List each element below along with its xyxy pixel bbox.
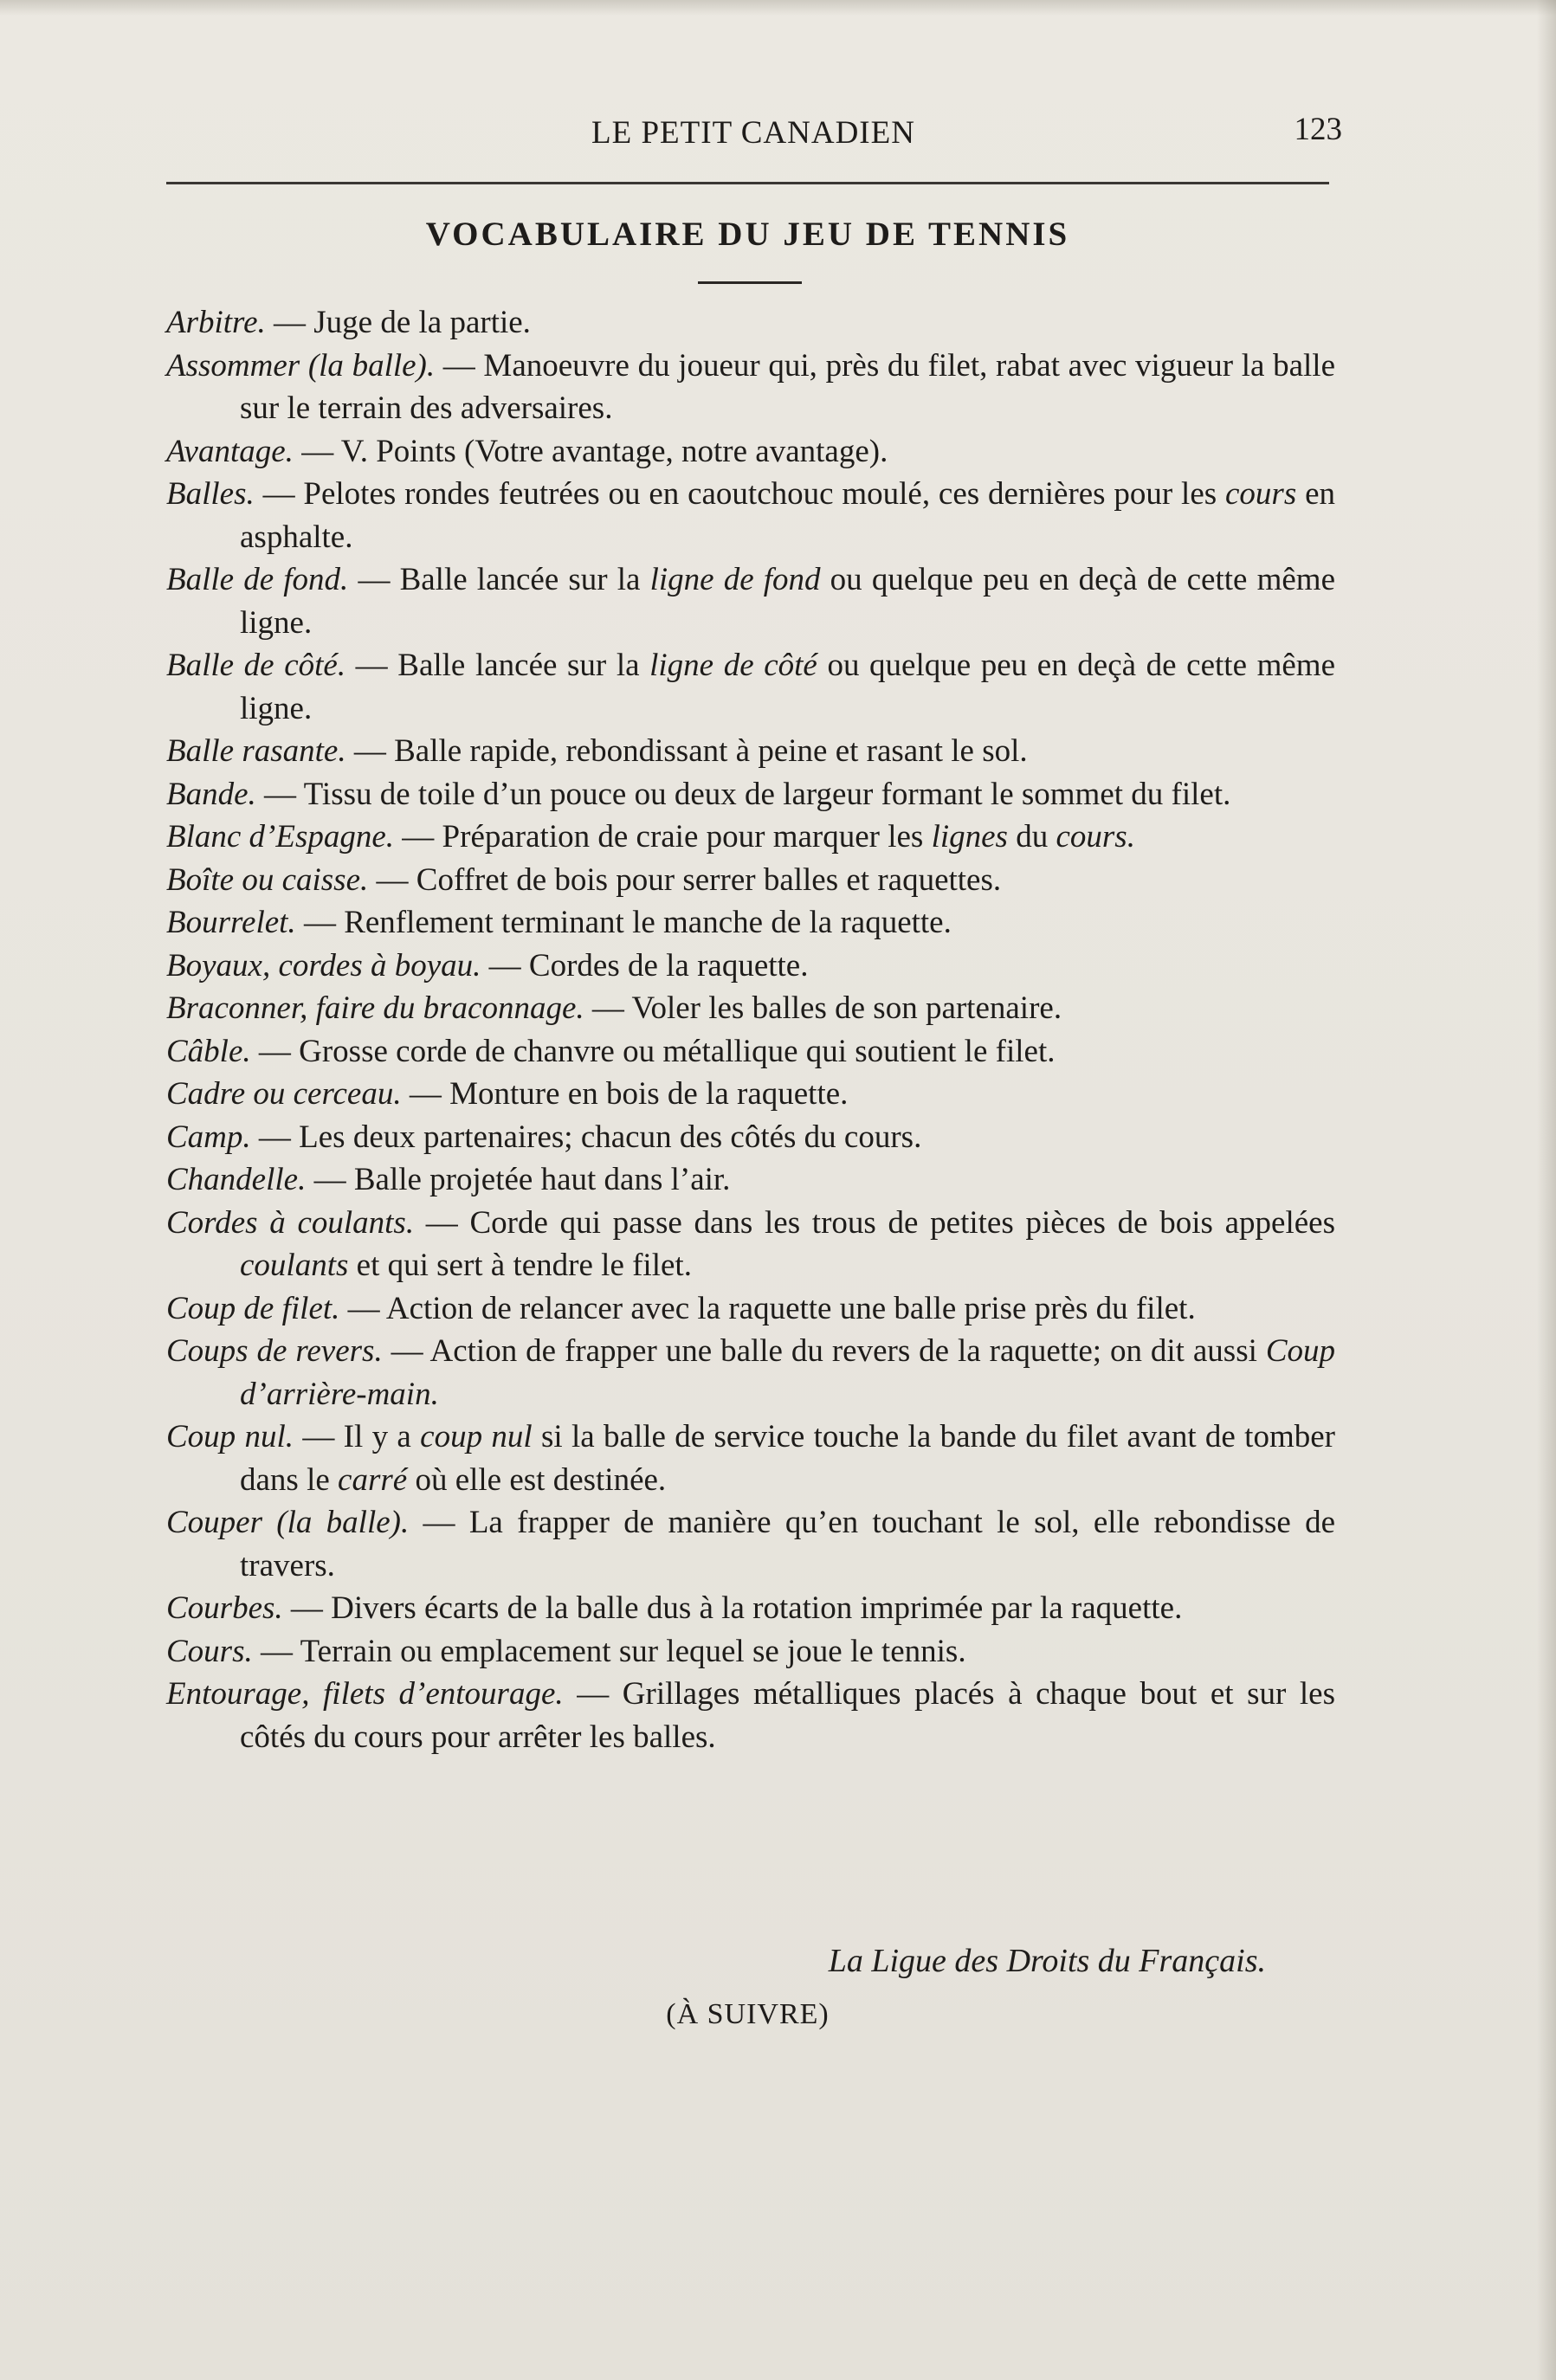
entry-term: Coups de revers. [166, 1333, 383, 1369]
entry-italic-text: coup nul [420, 1419, 533, 1454]
signature: La Ligue des Droits du Français. [828, 1943, 1266, 1979]
vocabulary-entry [166, 1501, 1335, 1587]
entry-definition: — Grosse corde de chanvre ou métallique qui soutient le filet. [250, 1033, 1056, 1069]
entry-term: Balle de fond. [166, 562, 349, 597]
vocabulary-entry [166, 1287, 1335, 1331]
vocabulary-entry [166, 901, 1335, 945]
entry-definition: — V. Points (Votre avantage, notre avantage). [293, 433, 888, 469]
entry-term: Balle rasante. [166, 733, 346, 769]
entry-term: Blanc d’Espagne. [166, 819, 395, 855]
entry-definition: et qui sert à tendre le filet. [348, 1248, 692, 1283]
entry-definition: — Monture en bois de la raquette. [401, 1076, 849, 1112]
entry-definition: — Il y a [294, 1419, 421, 1454]
vocabulary-entry [166, 859, 1335, 902]
entry-term: Câble. [166, 1033, 251, 1069]
entry-term: Avantage. [166, 433, 294, 469]
entry-definition: — Action de relancer avec la raquette une balle prise près du filet. [339, 1290, 1196, 1326]
vocabulary-entry [166, 1330, 1335, 1416]
vocabulary-entry [166, 1030, 1335, 1074]
entry-term: Cours. [166, 1633, 253, 1669]
entry-definition: — Grillages métalliques placés à chaque bout et sur les côtés du cours pour arrêter les balles. [240, 1676, 1335, 1755]
vocabulary-entry [166, 1416, 1335, 1501]
entry-italic-text: ligne de fond [649, 562, 821, 597]
vocabulary-entry [166, 301, 1335, 345]
vocabulary-entry [166, 430, 1335, 474]
entry-definition: du [1007, 819, 1056, 855]
entry-italic-text: lignes [931, 819, 1008, 855]
entry-italic-text: Coup d’arrière-main. [240, 1333, 1336, 1412]
entry-definition: — La frapper de manière qu’en touchant le sol, elle rebondisse de travers. [240, 1505, 1335, 1583]
entry-term: Cordes à coulants. [166, 1204, 415, 1241]
vocabulary-entry [166, 816, 1335, 859]
entry-definition: — Manoeuvre du joueur qui, près du filet, rabat avec vigueur la balle sur le terrain des adversaires. [240, 347, 1335, 426]
article-title: VOCABULAIRE DU JEU DE TENNIS [425, 216, 1070, 253]
entry-definition: — Balle lancée sur la [345, 648, 650, 683]
vocabulary-entry [166, 1673, 1335, 1758]
entry-definition: ou quelque peu en deçà de cette même ligne. [240, 562, 1335, 641]
entry-definition: — Tissu de toile d’un pouce ou deux de largeur formant le sommet du filet. [255, 776, 1231, 812]
entry-term: Bourrelet. [166, 905, 296, 940]
entry-definition: — Action de frapper une balle du revers de la raquette; on dit aussi [382, 1333, 1266, 1369]
entry-definition: — Les deux partenaires; chacun des côtés du cours. [250, 1119, 922, 1155]
to-be-continued: (À SUIVRE) [666, 1998, 830, 2030]
entry-term: Braconner, faire du braconnage. [166, 990, 584, 1026]
vocabulary-entry [166, 1073, 1335, 1116]
page-number: 123 [1294, 112, 1342, 147]
entry-term: Couper (la balle). [166, 1505, 410, 1540]
entry-term: Bande. [166, 776, 256, 812]
entry-term: Assommer (la balle). [166, 347, 436, 384]
entry-definition: où elle est destinée. [407, 1461, 667, 1498]
vocabulary-entry [166, 1202, 1335, 1287]
vocabulary-entry [166, 558, 1335, 644]
vocabulary-entry [166, 945, 1335, 988]
vocabulary-entry [166, 987, 1335, 1030]
page-top-edge-shadow [0, 0, 1556, 16]
entry-italic-text: ligne de côté [649, 648, 817, 683]
entry-definition: — Terrain ou emplacement sur lequel se joue le tennis. [252, 1633, 966, 1669]
entry-term: Chandelle. [166, 1162, 307, 1197]
entry-definition: — Voler les balles de son partenaire. [584, 990, 1062, 1026]
entry-term: Balles. [166, 476, 255, 512]
entry-definition: ou quelque peu en deçà de cette même ligne. [240, 648, 1335, 726]
entry-definition: — Balle projetée haut dans l’air. [306, 1162, 731, 1197]
vocabulary-entry [166, 473, 1335, 558]
vocabulary-entry [166, 730, 1335, 773]
entry-italic-text: coulants [240, 1248, 349, 1283]
entry-definition: — Coffret de bois pour serrer balles et raquettes. [368, 861, 1002, 898]
entry-term: Camp. [166, 1119, 251, 1155]
entry-term: Courbes. [166, 1590, 283, 1626]
entry-definition: si la balle de service touche la bande du filet avant de tomber dans le [240, 1419, 1335, 1498]
vocabulary-list [166, 301, 1335, 1758]
page-right-edge-shadow [1537, 0, 1556, 2380]
vocabulary-entry [166, 345, 1335, 430]
vocabulary-entry [166, 1158, 1335, 1202]
entry-definition: — Balle lancée sur la [348, 562, 650, 597]
header-rule [166, 182, 1329, 184]
vocabulary-entry [166, 644, 1335, 730]
entry-definition: en asphalte. [240, 476, 1335, 555]
entry-italic-text: cours [1225, 476, 1297, 512]
entry-definition: — Juge de la partie. [265, 305, 531, 340]
vocabulary-entry [166, 773, 1335, 816]
entry-definition: — Balle rapide, rebondissant à peine et rasant le sol. [345, 733, 1028, 769]
vocabulary-entry [166, 1587, 1335, 1630]
vocabulary-entry [166, 1116, 1335, 1159]
entry-definition: — Préparation de craie pour marquer les [394, 819, 932, 855]
entry-definition: — Renflement terminant le manche de la raquette. [295, 905, 952, 940]
title-rule [698, 281, 802, 284]
entry-definition: — Cordes de la raquette. [481, 947, 809, 984]
entry-term: Boîte ou caisse. [166, 861, 369, 898]
entry-term: Coup nul. [166, 1419, 294, 1454]
entry-term: Cadre ou cerceau. [166, 1076, 402, 1112]
entry-term: Balle de côté. [166, 648, 346, 683]
entry-term: Coup de filet. [166, 1290, 340, 1326]
entry-definition: — Divers écarts de la balle dus à la rotation imprimée par la raquette. [282, 1590, 1183, 1626]
vocabulary-entry [166, 1630, 1335, 1674]
entry-italic-text: carré [338, 1461, 408, 1498]
entry-definition: — Corde qui passe dans les trous de petites pièces de bois appelées [414, 1204, 1335, 1241]
entry-term: Boyaux, cordes à boyau. [166, 947, 481, 984]
entry-italic-text: cours. [1056, 819, 1135, 855]
running-header-title: LE PETIT CANADIEN [591, 115, 915, 151]
entry-term: Arbitre. [166, 305, 266, 340]
entry-definition: — Pelotes rondes feutrées ou en caoutchouc moulé, ces dernières pour les [254, 476, 1225, 512]
entry-term: Entourage, filets d’entourage. [166, 1676, 564, 1712]
